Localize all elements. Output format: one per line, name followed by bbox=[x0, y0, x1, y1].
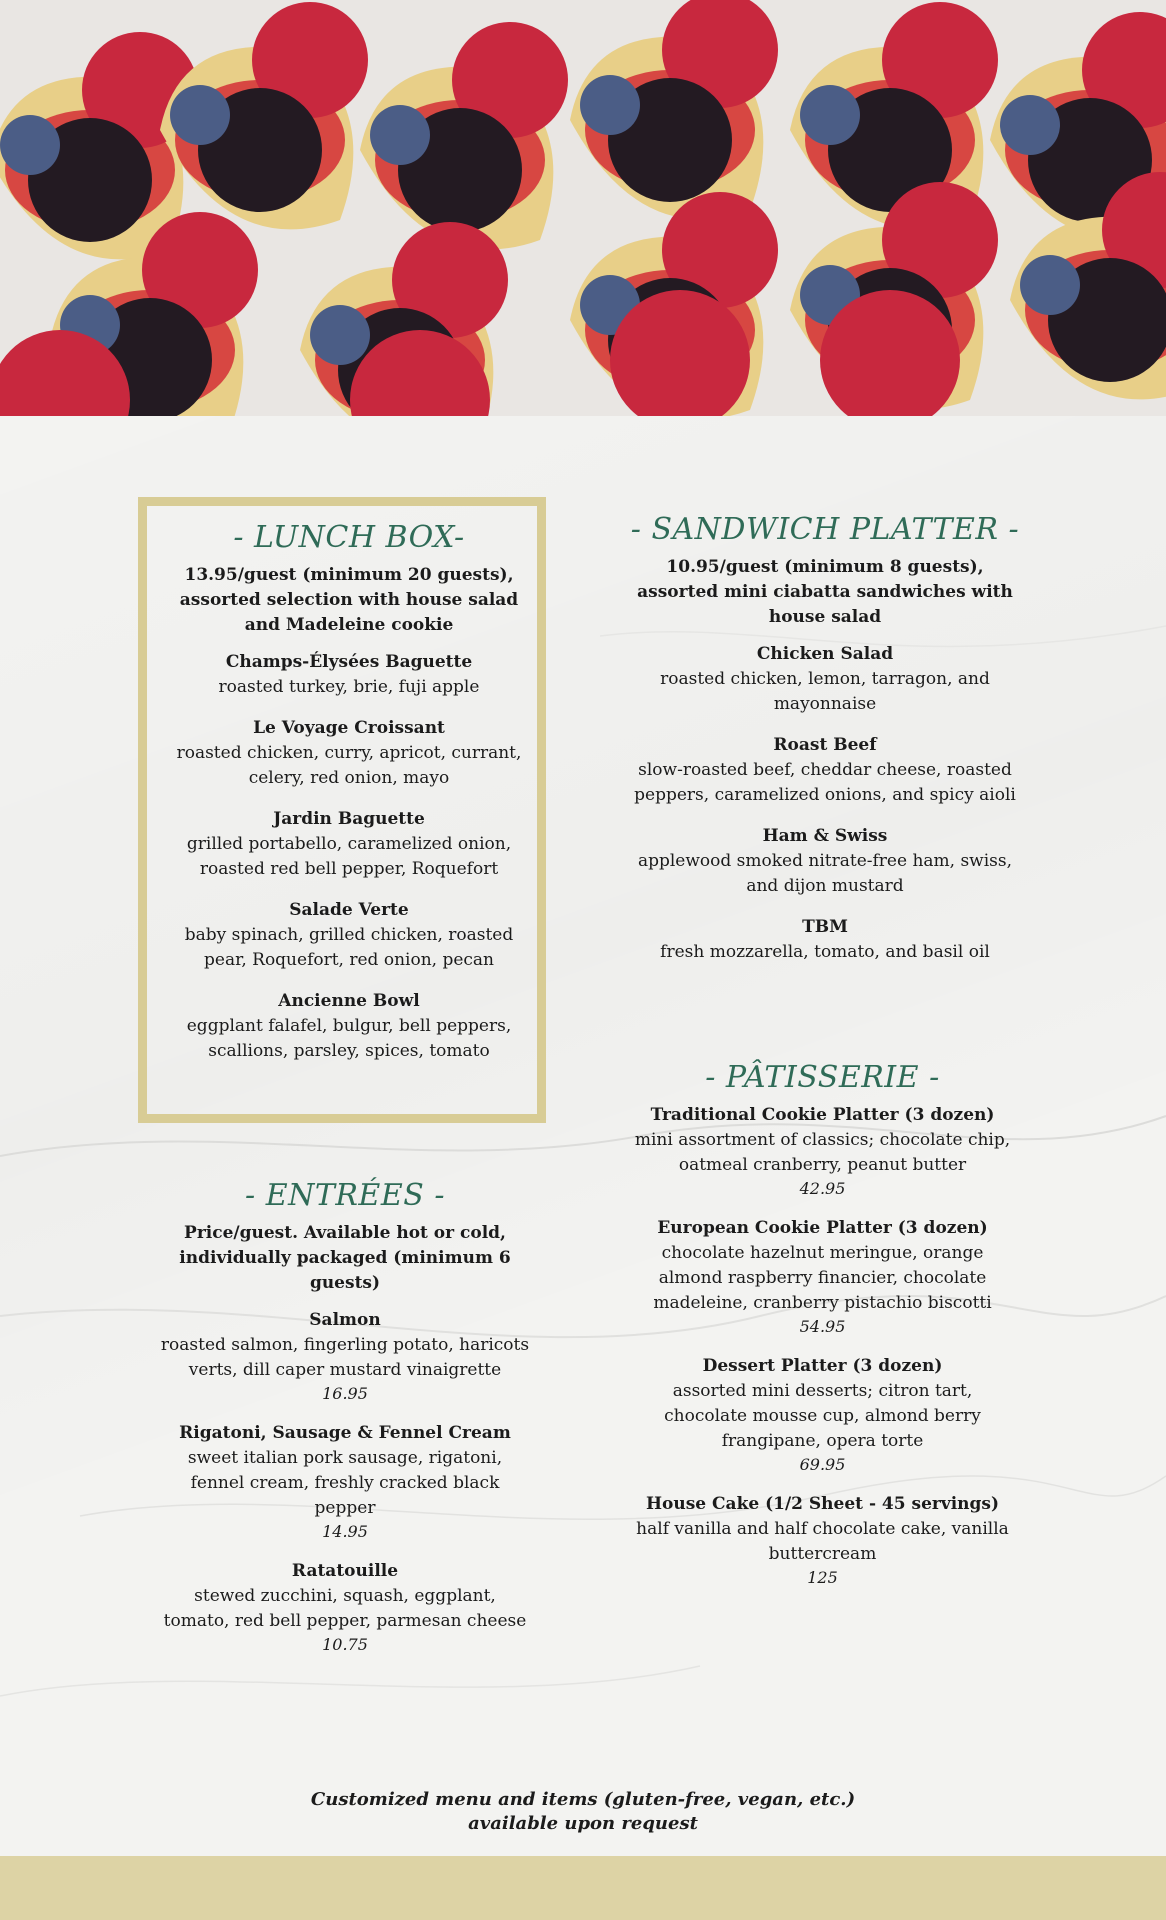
menu-item-description: slow-roasted beef, cheddar cheese, roasted peppers, caramelized onions, and spicy aioli bbox=[634, 760, 1016, 805]
menu-item-description: eggplant falafel, bulgur, bell peppers, scallions, parsley, spices, tomato bbox=[186, 1016, 512, 1061]
menu-item-description: assorted mini desserts; citron tart, chocolate mousse cup, almond berry frangipane, opera torte bbox=[664, 1381, 981, 1451]
menu-item-description: roasted chicken, curry, apricot, currant, celery, red onion, mayo bbox=[176, 743, 522, 788]
menu-item bbox=[170, 650, 528, 700]
menu-item-price: 14.95 bbox=[322, 1522, 368, 1541]
sandwich-platter-section bbox=[630, 512, 1020, 981]
patisserie-items bbox=[630, 1103, 1015, 1589]
blueberry bbox=[0, 115, 60, 175]
menu-item bbox=[630, 1216, 1015, 1338]
menu-item-name: Jardin Baguette bbox=[273, 809, 425, 829]
menu-item-description: roasted salmon, fingerling potato, haricots verts, dill caper mustard vinaigrette bbox=[160, 1335, 530, 1380]
sandwich-platter-subtitle: 10.95/guest (minimum 8 guests), assorted mini ciabatta sandwiches with house salad bbox=[637, 557, 1013, 627]
menu-item-description: grilled portabello, caramelized onion, roasted red bell pepper, Roquefort bbox=[186, 834, 512, 879]
entrees-items bbox=[160, 1308, 530, 1656]
menu-item-name: Ancienne Bowl bbox=[278, 991, 420, 1011]
menu-item bbox=[160, 1421, 530, 1543]
patisserie-title: - PÂTISSERIE - bbox=[705, 1060, 940, 1095]
blueberry bbox=[170, 85, 230, 145]
lunch-box-section bbox=[170, 520, 528, 1080]
menu-item-price: 10.75 bbox=[322, 1635, 368, 1654]
blueberry bbox=[370, 105, 430, 165]
blueberry bbox=[310, 305, 370, 365]
menu-item-name: Ham & Swiss bbox=[762, 826, 888, 846]
menu-item bbox=[630, 1103, 1015, 1200]
menu-item-price: 42.95 bbox=[799, 1179, 846, 1198]
blueberry bbox=[800, 85, 860, 145]
menu-item-price: 125 bbox=[807, 1568, 838, 1587]
bottom-decorative-band bbox=[0, 1856, 1166, 1920]
entrees-section bbox=[160, 1178, 530, 1672]
menu-item-name: Salmon bbox=[309, 1310, 381, 1330]
menu-item-description: mini assortment of classics; chocolate chip, oatmeal cranberry, peanut butter bbox=[634, 1130, 1011, 1175]
menu-item bbox=[630, 1492, 1015, 1589]
menu-item-description: roasted chicken, lemon, tarragon, and mayonnaise bbox=[660, 669, 990, 714]
menu-item-name: Roast Beef bbox=[773, 735, 877, 755]
custom-order-note bbox=[0, 1788, 1166, 1836]
menu-item-description: stewed zucchini, squash, eggplant, tomato, red bell pepper, parmesan cheese bbox=[163, 1586, 527, 1631]
menu-item-name: Dessert Platter (3 dozen) bbox=[702, 1356, 943, 1376]
menu-item-description: sweet italian pork sausage, rigatoni, fennel cream, freshly cracked black pepper bbox=[187, 1448, 503, 1518]
lunch-box-subtitle: 13.95/guest (minimum 20 guests), assorted selection with house salad and Madeleine cookie bbox=[179, 565, 519, 635]
patisserie-section bbox=[630, 1060, 1015, 1605]
lunch-box-title: - LUNCH BOX- bbox=[233, 520, 465, 555]
blueberry bbox=[1000, 95, 1060, 155]
menu-item bbox=[630, 915, 1020, 965]
menu-item-price: 69.95 bbox=[799, 1455, 846, 1474]
blueberry bbox=[1020, 255, 1080, 315]
menu-item bbox=[630, 642, 1020, 717]
menu-item-name: Champs-Élysées Baguette bbox=[225, 652, 473, 672]
menu-item-description: applewood smoked nitrate-free ham, swiss, and dijon mustard bbox=[637, 851, 1013, 896]
menu-item-name: Rigatoni, Sausage & Fennel Cream bbox=[179, 1423, 511, 1443]
entrees-title: - ENTRÉES - bbox=[245, 1178, 445, 1213]
menu-item-name: Salade Verte bbox=[289, 900, 409, 920]
blueberry bbox=[580, 75, 640, 135]
menu-item bbox=[170, 716, 528, 791]
berry-tartlets-image bbox=[0, 0, 1166, 416]
menu-item-name: Chicken Salad bbox=[756, 644, 894, 664]
menu-item-name: TBM bbox=[802, 917, 848, 937]
menu-item bbox=[160, 1308, 530, 1405]
menu-item-description: chocolate hazelnut meringue, orange almond raspberry financier, chocolate madeleine, cranberry pistachio biscotti bbox=[653, 1243, 992, 1313]
lunch-box-items bbox=[170, 650, 528, 1064]
menu-item bbox=[170, 989, 528, 1064]
custom-order-note-line1: Customized menu and items (gluten-free, vegan, etc.) bbox=[310, 1789, 856, 1810]
menu-item-price: 16.95 bbox=[322, 1384, 368, 1403]
menu-item bbox=[630, 733, 1020, 808]
menu-item-name: House Cake (1/2 Sheet - 45 servings) bbox=[645, 1494, 1000, 1514]
menu-item bbox=[630, 1354, 1015, 1476]
menu-item-description: fresh mozzarella, tomato, and basil oil bbox=[660, 942, 990, 962]
menu-item-name: Traditional Cookie Platter (3 dozen) bbox=[650, 1105, 995, 1125]
menu-item bbox=[160, 1559, 530, 1656]
menu-item-description: roasted turkey, brie, fuji apple bbox=[218, 677, 480, 697]
menu-item bbox=[170, 898, 528, 973]
hero-photo bbox=[0, 0, 1166, 416]
menu-item-description: half vanilla and half chocolate cake, vanilla buttercream bbox=[636, 1519, 1009, 1564]
entrees-subtitle: Price/guest. Available hot or cold, individually packaged (minimum 6 guests) bbox=[179, 1223, 511, 1293]
menu-item-name: Le Voyage Croissant bbox=[253, 718, 445, 738]
menu-item-name: Ratatouille bbox=[291, 1561, 399, 1581]
menu-item bbox=[170, 807, 528, 882]
menu-item-price: 54.95 bbox=[799, 1317, 846, 1336]
menu-item bbox=[630, 824, 1020, 899]
menu-item-description: baby spinach, grilled chicken, roasted pear, Roquefort, red onion, pecan bbox=[184, 925, 514, 970]
sandwich-platter-items bbox=[630, 642, 1020, 965]
custom-order-note-line2: available upon request bbox=[468, 1813, 698, 1834]
sandwich-platter-title: - SANDWICH PLATTER - bbox=[630, 512, 1020, 547]
menu-item-name: European Cookie Platter (3 dozen) bbox=[657, 1218, 988, 1238]
